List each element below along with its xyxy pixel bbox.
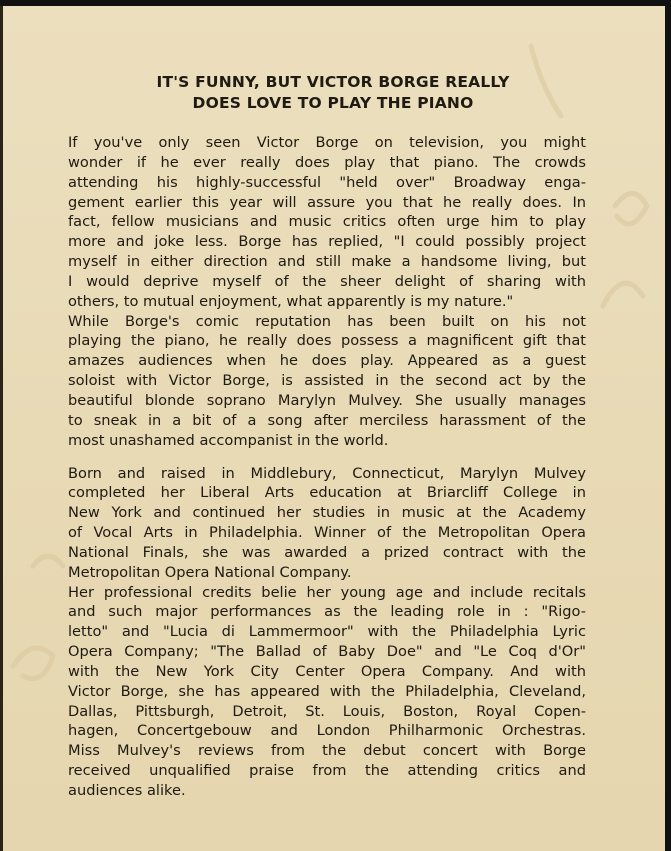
title-line: DOES LOVE TO PLAY THE PIANO (192, 94, 474, 112)
text-line: I would deprive myself of the sheer delight of sharing with (68, 272, 586, 290)
text-line: and such major performances as the leading role in : "Rigo- (68, 603, 586, 621)
text-line: letto" and "Lucia di Lammermoor" with the Philadelphia Lyric (68, 623, 586, 641)
text-line: Born and raised in Middlebury, Connecticut, Marylyn Mulvey (68, 464, 586, 482)
text-line: Opera Company; "The Ballad of Baby Doe" and "Le Coq d'Or" (68, 643, 586, 661)
title-line: IT'S FUNNY, BUT VICTOR BORGE REALLY (156, 73, 510, 91)
text-line: fact, fellow musicians and music critics often urge him to play (68, 213, 586, 231)
text-line: National Finals, she was awarded a prized contract with the (68, 543, 586, 561)
text-line: of Vocal Arts in Philadelphia. Winner of the Metropolitan Opera (68, 524, 586, 542)
document-body (68, 133, 586, 801)
document-title (43, 72, 623, 114)
text-line: If you've only seen Victor Borge on television, you might (68, 134, 586, 151)
text-line: gement earlier this year will assure you that he really does. In (68, 193, 586, 211)
text-line: Her professional credits belie her young age and include recitals (68, 583, 586, 601)
text-line: amazes audiences when he does play. Appeared as a guest (68, 352, 586, 370)
text-line: others, to mutual enjoyment, what apparently is my nature." (68, 292, 514, 310)
text-line: to sneak in a bit of a song after merciless harassment of the (68, 411, 586, 429)
text-line: completed her Liberal Arts education at Briarcliff College in (68, 484, 586, 502)
text-line: beautiful blonde soprano Marylyn Mulvey. She usually manages (68, 391, 586, 409)
document-page (3, 6, 665, 851)
text-line: Victor Borge, she has appeared with the Philadelphia, Cleveland, (68, 682, 586, 700)
paragraph-1 (68, 133, 586, 312)
text-line: audiences alike. (68, 782, 186, 799)
paragraph-4 (68, 583, 586, 801)
text-line: more and joke less. Borge has replied, "I could possibly project (68, 233, 586, 251)
text-line: soloist with Victor Borge, is assisted in the second act by the (68, 372, 586, 390)
text-line: Dallas, Pittsburgh, Detroit, St. Louis, Boston, Royal Copen- (68, 702, 586, 720)
text-line: While Borge's comic reputation has been built on his not (68, 312, 586, 330)
text-line: New York and continued her studies in music at the Academy (68, 504, 586, 522)
text-line: received unqualified praise from the attending critics and (68, 762, 586, 780)
text-line: hagen, Concertgebouw and London Philharmonic Orchestras. (68, 722, 586, 740)
text-line: most unashamed accompanist in the world. (68, 431, 389, 449)
text-line: playing the piano, he really does possess a magnificent gift that (68, 332, 586, 350)
text-line: wonder if he ever really does play that piano. The crowds (68, 153, 586, 171)
text-line: Metropolitan Opera National Company. (68, 563, 352, 581)
paragraph-2 (68, 312, 586, 451)
text-line: with the New York City Center Opera Company. And with (68, 662, 586, 680)
text-line: Miss Mulvey's reviews from the debut concert with Borge (68, 742, 586, 760)
paragraph-gap (68, 451, 586, 464)
text-line: myself in either direction and still make a handsome living, but (68, 253, 586, 271)
paragraph-3 (68, 464, 586, 583)
scan-border-right (665, 0, 671, 851)
text-line: attending his highly-successful "held over" Broadway enga- (68, 173, 586, 191)
